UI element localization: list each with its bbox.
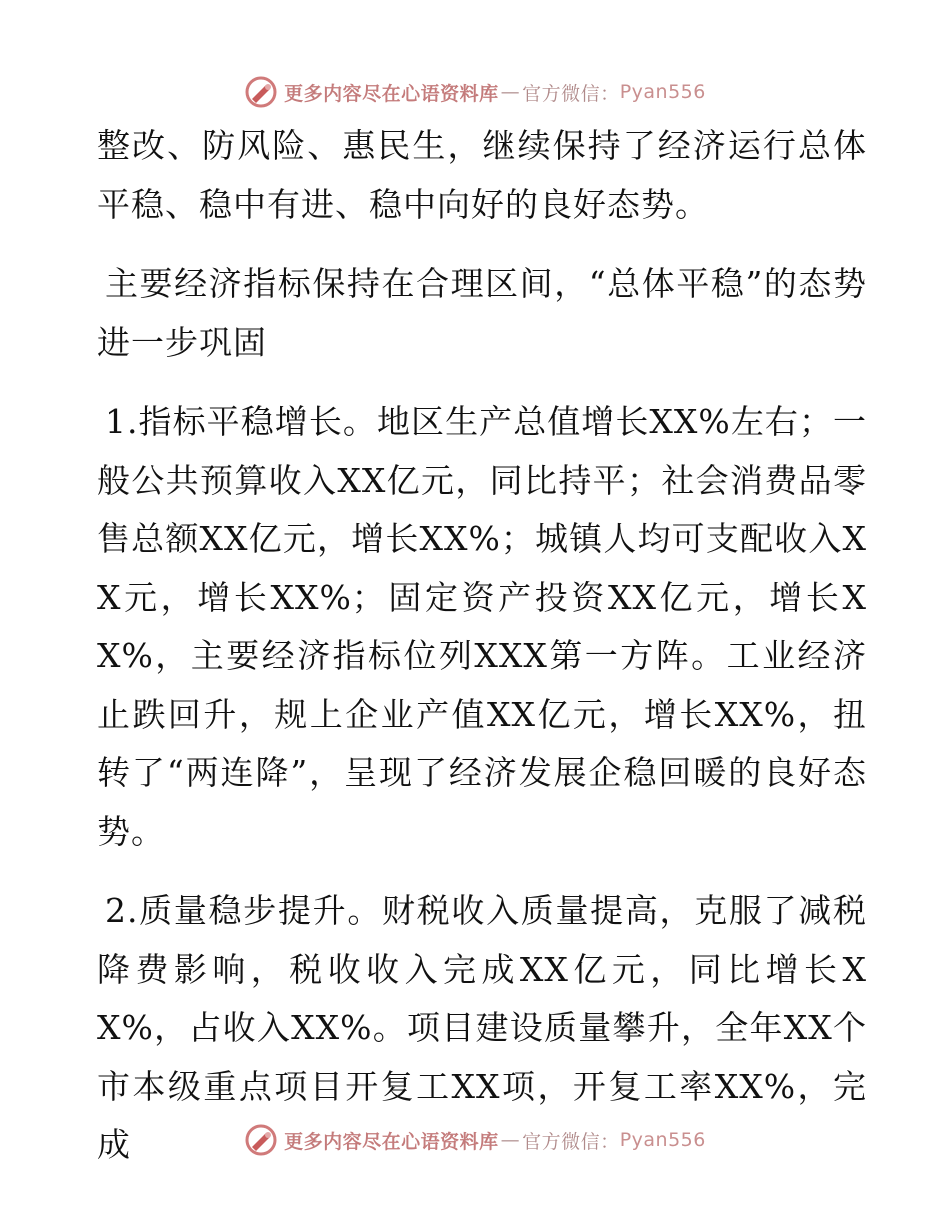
paragraph-1: 整改、防风险、惠民生，继续保持了经济运行总体平稳、稳中有进、稳中向好的良好态势。 (97, 126, 867, 224)
watermark-separator: — (500, 81, 521, 103)
watermark-wechat-label: 官方微信： (522, 1130, 620, 1153)
watermark-brand: 更多内容尽在心语资料库 (284, 1130, 499, 1153)
footer-watermark (0, 1120, 950, 1160)
watermark-brand: 更多内容尽在心语资料库 (284, 82, 499, 105)
header-watermark (0, 72, 950, 112)
watermark-wechat-id: Pyan556 (619, 1129, 706, 1151)
brand-logo-icon (244, 1123, 278, 1157)
watermark-wechat-id: Pyan556 (619, 81, 706, 103)
paragraph-indicators: 1.指标平稳增长。地区生产总值增长XX%左右；一般公共预算收入XX亿元，同比持平；社会消费品零售总额XX亿元，增长XX%；城镇人均可支配收入XX元，增长XX%；固定资产投资XX亿元，增长XX%，主要经济指标位列XXX第一方阵。工业经济止跌回升，规上企业产值XX亿元，增长XX%，扭转了“两连降”，呈现了经济发展企稳回暖的良好态势。 (97, 402, 867, 851)
document-body (97, 117, 867, 1196)
section-heading: 主要经济指标保持在合理区间，“总体平稳”的态势进一步巩固 (97, 264, 867, 362)
watermark-separator: — (500, 1129, 521, 1151)
paragraph-quality: 2.质量稳步提升。财税收入质量提高，克服了减税降费影响，税收收入完成XX亿元，同比增长XX%，占收入XX%。项目建设质量攀升，全年XX个市本级重点项目开复工XX项，开复工率XX%，完成 (97, 891, 867, 1164)
watermark-wechat-label: 官方微信： (522, 82, 620, 105)
brand-logo-icon (244, 75, 278, 109)
